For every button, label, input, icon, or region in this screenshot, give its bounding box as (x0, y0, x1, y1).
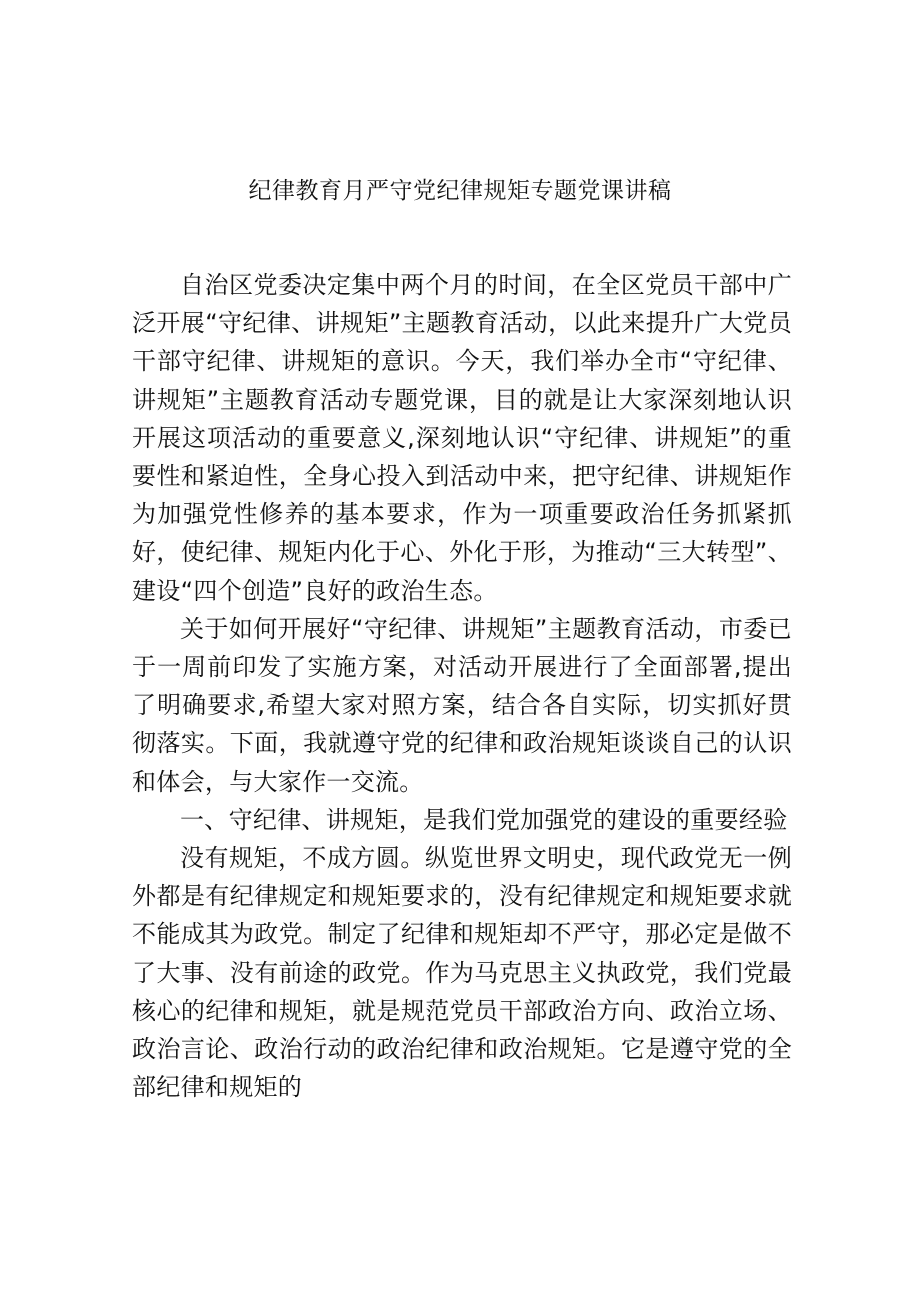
document-title: 纪律教育月严守党纪律规矩专题党课讲稿 (248, 178, 672, 204)
document-body (132, 266, 792, 1106)
section-heading-1: 一、守纪律、讲规矩，是我们党加强党的建设的重要经验 (180, 805, 788, 834)
paragraph-intro: 自治区党委决定集中两个月的时间，在全区党员干部中广泛开展“守纪律、讲规矩”主题教育活动，以此来提升广大党员干部守纪律、讲规矩的意识。今天，我们举办全市“守纪律、讲规矩”主题教育活动专题党课，目的就是让大家深刻地认识开展这项活动的重要意义,深刻地认识“守纪律、讲规矩”的重要性和紧迫性，全身心投入到活动中来，把守纪律、讲规矩作为加强党性修养的基本要求，作为一项重要政治任务抓紧抓好，使纪律、规矩内化于心、外化于形，为推动“三大转型”、建设“四个创造”良好的政治生态。 (132, 271, 793, 605)
paragraph-section-1: 没有规矩，不成方圆。纵览世界文明史，现代政党无一例外都是有纪律规定和规矩要求的，没有纪律规定和规矩要求就不能成其为政党。制定了纪律和规矩却不严守，那必定是做不了大事、没有前途的政党。作为马克思主义执政党，我们党最核心的纪律和规矩，就是规范党员干部政治方向、政治立场、政治言论、政治行动的政治纪律和政治规矩。它是遵守党的全部纪律和规矩的 (132, 844, 792, 1102)
paragraph-plan: 关于如何开展好“守纪律、讲规矩”主题教育活动，市委已于一周前印发了实施方案，对活动开展进行了全面部署,提出了明确要求,希望大家对照方案，结合各自实际，切实抓好贯彻落实。下面，我就遵守党的纪律和政治规矩谈谈自己的认识和体会，与大家作一交流。 (132, 614, 792, 796)
